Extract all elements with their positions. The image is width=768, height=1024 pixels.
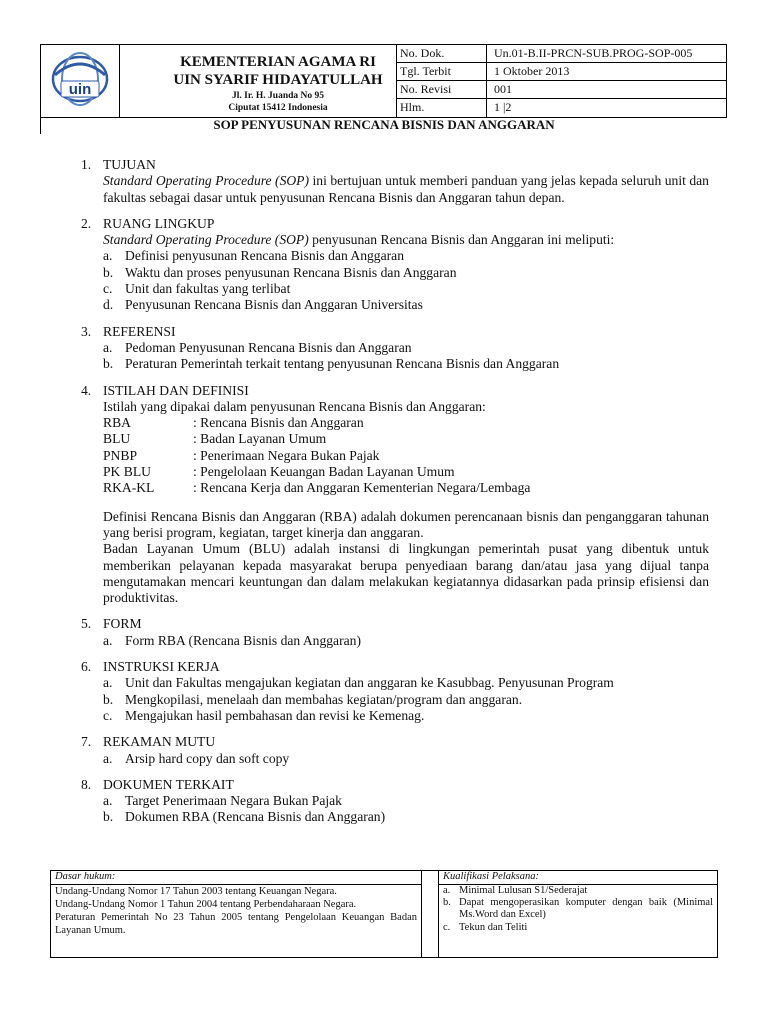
meta-value: 1 |2 (494, 100, 512, 114)
section-heading: REFERENSI (103, 323, 176, 339)
document-title: SOP PENYUSUNAN RENCANA BISNIS DAN ANGGARAN (213, 117, 555, 132)
legal-basis-item: Undang-Undang Nomor 1 Tahun 2004 tentang Perbendaharaan Negara. (55, 899, 357, 911)
meta-row-issue-date (396, 63, 727, 81)
section-heading: INSTRUKSI KERJA (103, 659, 220, 675)
meta-key: No. Revisi (400, 82, 452, 96)
section-tujuan (81, 157, 709, 206)
section-heading: REKAMAN MUTU (103, 734, 216, 750)
document-header-table (40, 44, 727, 118)
list-item: b. Mengkopilasi, menelaah dan membahas kegiatan/program dan anggaran. (103, 691, 523, 707)
qualification-header: Kualifikasi Pelaksana: (439, 871, 717, 885)
term-row: RBA : Rencana Bisnis dan Anggaran (103, 415, 364, 431)
document-body (81, 157, 709, 836)
list-item: d. Penyusunan Rencana Bisnis dan Anggaran Universitas (103, 297, 423, 313)
section-number: 2. (81, 215, 92, 231)
meta-key: Tgl. Terbit (400, 64, 451, 78)
qualification-item: b. Dapat mengoperasikan komputer dengan baik (Minimal Ms.Word dan Excel) (443, 897, 713, 921)
ministry-name: KEMENTERIAN AGAMA RI (180, 54, 376, 70)
meta-row-revision (396, 81, 727, 99)
paragraph-text: ini bertujuan untuk memberi panduan yang jelas kepada seluruh unit dan fakultas sebagai dasar untuk penyusunan Rencana Bisnis dan Anggaran tahun depan. (103, 173, 709, 205)
section-referensi (81, 324, 709, 373)
section-dokumen-terkait (81, 777, 709, 826)
list-item: c. Unit dan fakultas yang terlibat (103, 281, 291, 297)
meta-value: 1 Oktober 2013 (494, 64, 570, 78)
list-item: c. Mengajukan hasil pembahasan dan revisi ke Kemenag. (103, 707, 425, 723)
meta-row-page (396, 99, 727, 117)
section-number: 8. (81, 776, 92, 792)
section-istilah-definisi (81, 383, 709, 607)
footer-table (50, 870, 718, 958)
section-number: 7. (81, 734, 92, 750)
section-number: 4. (81, 382, 92, 398)
section-heading: ISTILAH DAN DEFINISI (103, 382, 249, 398)
meta-row-doc-number (396, 45, 727, 63)
meta-key: Hlm. (400, 100, 425, 114)
meta-value: Un.01-B.II-PRCN-SUB.PROG-SOP-005 (494, 46, 693, 60)
term-row: BLU : Badan Layanan Umum (103, 431, 327, 447)
address-line-2: Ciputat 15412 Indonesia (228, 103, 328, 113)
qualification-item: c. Tekun dan Teliti (443, 921, 528, 933)
list-item: b. Waktu dan proses penyusunan Rencana Bisnis dan Anggaran (103, 264, 457, 280)
definition-blu: Badan Layanan Umum (BLU) adalah instansi di lingkungan pemerintah pusat yang dibentuk untuk memberikan pelayanan kepada masyarakat berupa penyediaan barang dan/atau jasa yang dijual tanpa mengutamakan mencari keuntungan dan dalam melakukan kegiatannya didasarkan pada prinsip efisiensi dan produktivitas. (103, 541, 709, 606)
list-item: a. Unit dan Fakultas mengajukan kegiatan dan anggaran ke Kasubbag. Penyusunan Program (103, 675, 614, 691)
definition-rba: Definisi Rencana Bisnis dan Anggaran (RBA) adalah dokumen perencanaan bisnis dan penganggaran tahunan yang berisi program, kegiatan, target kinerja dan anggaran. (103, 508, 709, 540)
section-ruang-lingkup (81, 216, 709, 314)
list-item: a. Definisi penyusunan Rencana Bisnis dan Anggaran (103, 248, 404, 264)
section-paragraph (103, 232, 709, 248)
address-line-1: Jl. Ir. H. Juanda No 95 (231, 91, 325, 101)
paragraph-text: penyusunan Rencana Bisnis dan Anggaran ini meliputi: (308, 232, 615, 248)
section-heading: TUJUAN (103, 157, 156, 172)
organization-block (121, 45, 435, 114)
logo-text: uin (68, 81, 92, 98)
title-bar (40, 117, 727, 134)
list-item: a. Arsip hard copy dan soft copy (103, 750, 290, 766)
section-instruksi-kerja (81, 659, 709, 724)
section-heading: FORM (103, 616, 142, 632)
section-heading: DOKUMEN TERKAIT (103, 776, 234, 792)
section-rekaman-mutu (81, 734, 709, 767)
term-row: PK BLU : Pengelolaan Keuangan Badan Layanan Umum (103, 464, 455, 480)
term-row: RKA-KL : Rencana Kerja dan Anggaran Kementerian Negara/Lembaga (103, 480, 531, 496)
section-number: 3. (81, 323, 92, 339)
qualification-item: a. Minimal Lulusan S1/Sederajat (443, 885, 588, 896)
section-number: 1. (81, 157, 92, 172)
section-intro: Istilah yang dipakai dalam penyusunan Rencana Bisnis dan Anggaran: (103, 398, 486, 414)
sop-term: Standard Operating Procedure (SOP) (103, 232, 309, 248)
meta-value: 001 (494, 82, 512, 96)
university-name: UIN SYARIF HIDAYATULLAH (173, 72, 383, 88)
qualification-column (438, 871, 717, 957)
list-item: a. Form RBA (Rencana Bisnis dan Anggaran) (103, 632, 361, 648)
section-number: 5. (81, 616, 92, 632)
legal-basis-item: Peraturan Pemerintah No 23 Tahun 2005 tentang Pengelolaan Keuangan Badan Layanan Umum. (55, 912, 417, 936)
list-item: b. Dokumen RBA (Rencana Bisnis dan Anggaran) (103, 809, 386, 825)
section-form (81, 616, 709, 649)
legal-basis-column (51, 871, 422, 957)
meta-key: No. Dok. (400, 46, 445, 60)
section-paragraph (103, 173, 709, 206)
term-row: PNBP : Penerimaan Negara Bukan Pajak (103, 447, 380, 463)
legal-basis-item: Undang-Undang Nomor 17 Tahun 2003 tentang Keuangan Negara. (55, 886, 337, 897)
list-item: a. Pedoman Penyusunan Rencana Bisnis dan Anggaran (103, 339, 412, 355)
list-item: a. Target Penerimaan Negara Bukan Pajak (103, 793, 342, 809)
uin-logo (41, 45, 119, 117)
legal-basis-header: Dasar hukum: (51, 871, 421, 885)
list-item: b. Peraturan Pemerintah terkait tentang penyusunan Rencana Bisnis dan Anggaran (103, 356, 560, 372)
sop-term: Standard Operating Procedure (SOP) (103, 173, 310, 189)
section-number: 6. (81, 659, 92, 675)
section-heading: RUANG LINGKUP (103, 215, 215, 231)
uin-logo-icon (41, 45, 119, 117)
